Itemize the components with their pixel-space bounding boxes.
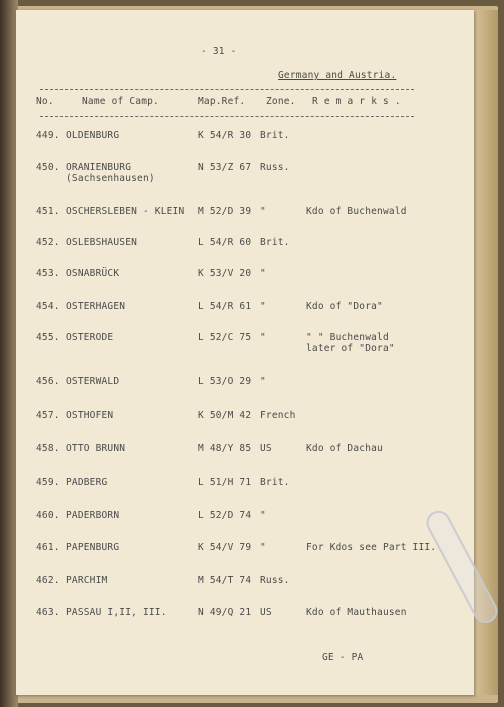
map-reference: L 54/R 61 xyxy=(198,301,252,312)
row-number: 449. xyxy=(36,130,60,141)
camp-name: PAPENBURG xyxy=(66,542,120,553)
zone: French xyxy=(260,410,296,421)
camp-name: PADERBORN xyxy=(66,510,120,521)
camp-name: OSNABRÜCK xyxy=(66,268,120,279)
header-zone: Zone. xyxy=(266,96,296,107)
table-row xyxy=(16,162,474,198)
zone: US xyxy=(260,607,272,618)
camp-name: OSTERHAGEN xyxy=(66,301,126,312)
section-title: Germany and Austria. xyxy=(278,70,397,81)
map-reference: L 51/H 71 xyxy=(198,477,252,488)
zone: Russ. xyxy=(260,575,290,586)
zone: Brit. xyxy=(260,237,290,248)
table-row xyxy=(16,130,474,166)
zone: " xyxy=(260,542,266,553)
camp-name: PASSAU I,II, III. xyxy=(66,607,167,618)
row-number: 454. xyxy=(36,301,60,312)
row-number: 461. xyxy=(36,542,60,553)
table-row xyxy=(16,268,474,304)
header-remarks: R e m a r k s . xyxy=(312,96,401,107)
row-number: 451. xyxy=(36,206,60,217)
zone: Brit. xyxy=(260,477,290,488)
zone: Brit. xyxy=(260,130,290,141)
table-row xyxy=(16,332,474,368)
camp-name-line-2: (Sachsenhausen) xyxy=(66,173,155,184)
map-reference: K 50/M 42 xyxy=(198,410,252,421)
camp-name: PADBERG xyxy=(66,477,108,488)
map-reference: L 52/D 74 xyxy=(198,510,252,521)
table-row xyxy=(16,477,474,513)
zone: " xyxy=(260,510,266,521)
remarks: Kdo of "Dora" xyxy=(306,301,383,312)
map-reference: M 52/D 39 xyxy=(198,206,252,217)
remarks xyxy=(306,332,395,354)
map-reference: N 53/Z 67 xyxy=(198,162,252,173)
zone: US xyxy=(260,443,272,454)
table-row xyxy=(16,607,474,643)
header-name: Name of Camp. xyxy=(82,96,159,107)
camp-name: OSTERWALD xyxy=(66,376,120,387)
remarks: Kdo of Dachau xyxy=(306,443,383,454)
camp-name: PARCHIM xyxy=(66,575,108,586)
table-row xyxy=(16,510,474,546)
map-reference: N 49/Q 21 xyxy=(198,607,252,618)
camp-name: OSTHOFEN xyxy=(66,410,114,421)
zone: " xyxy=(260,376,266,387)
camp-name-line-1: ORANIENBURG xyxy=(66,162,132,173)
row-number: 463. xyxy=(36,607,60,618)
header-map-ref: Map.Ref. xyxy=(198,96,246,107)
remarks-line-1: " " Buchenwald xyxy=(306,332,389,343)
row-number: 452. xyxy=(36,237,60,248)
zone: " xyxy=(260,301,266,312)
map-reference: L 52/C 75 xyxy=(198,332,252,343)
row-number: 460. xyxy=(36,510,60,521)
row-number: 453. xyxy=(36,268,60,279)
document-page xyxy=(16,10,474,695)
zone: " xyxy=(260,206,266,217)
header-rule-bottom xyxy=(40,116,414,117)
footer-code: GE - PA xyxy=(322,652,364,663)
row-number: 459. xyxy=(36,477,60,488)
page-number: - 31 - xyxy=(201,46,237,57)
camp-name xyxy=(66,162,155,184)
camp-name: OSLEBSHAUSEN xyxy=(66,237,138,248)
camp-name: OSTERODE xyxy=(66,332,114,343)
map-reference: K 53/V 20 xyxy=(198,268,252,279)
remarks-line-2: later of "Dora" xyxy=(306,343,395,354)
camp-name: OTTO BRUNN xyxy=(66,443,126,454)
map-reference: M 48/Y 85 xyxy=(198,443,252,454)
zone: " xyxy=(260,332,266,343)
map-reference: K 54/R 30 xyxy=(198,130,252,141)
row-number: 456. xyxy=(36,376,60,387)
remarks: Kdo of Mauthausen xyxy=(306,607,407,618)
row-number: 450. xyxy=(36,162,60,173)
camp-name: OSCHERSLEBEN - KLEIN xyxy=(66,206,185,217)
remarks: Kdo of Buchenwald xyxy=(306,206,407,217)
map-reference: K 54/V 79 xyxy=(198,542,252,553)
row-number: 455. xyxy=(36,332,60,343)
map-reference: L 54/R 60 xyxy=(198,237,252,248)
table-row xyxy=(16,542,474,578)
zone: " xyxy=(260,268,266,279)
header-rule-top xyxy=(40,89,414,90)
row-number: 457. xyxy=(36,410,60,421)
row-number: 458. xyxy=(36,443,60,454)
row-number: 462. xyxy=(36,575,60,586)
camp-name: OLDENBURG xyxy=(66,130,120,141)
zone: Russ. xyxy=(260,162,290,173)
table-row xyxy=(16,410,474,446)
remarks: For Kdos see Part III. xyxy=(306,542,437,553)
table-row xyxy=(16,575,474,611)
table-row xyxy=(16,443,474,479)
map-reference: M 54/T 74 xyxy=(198,575,252,586)
map-reference: L 53/O 29 xyxy=(198,376,252,387)
header-no: No. xyxy=(36,96,54,107)
table-row xyxy=(16,376,474,412)
